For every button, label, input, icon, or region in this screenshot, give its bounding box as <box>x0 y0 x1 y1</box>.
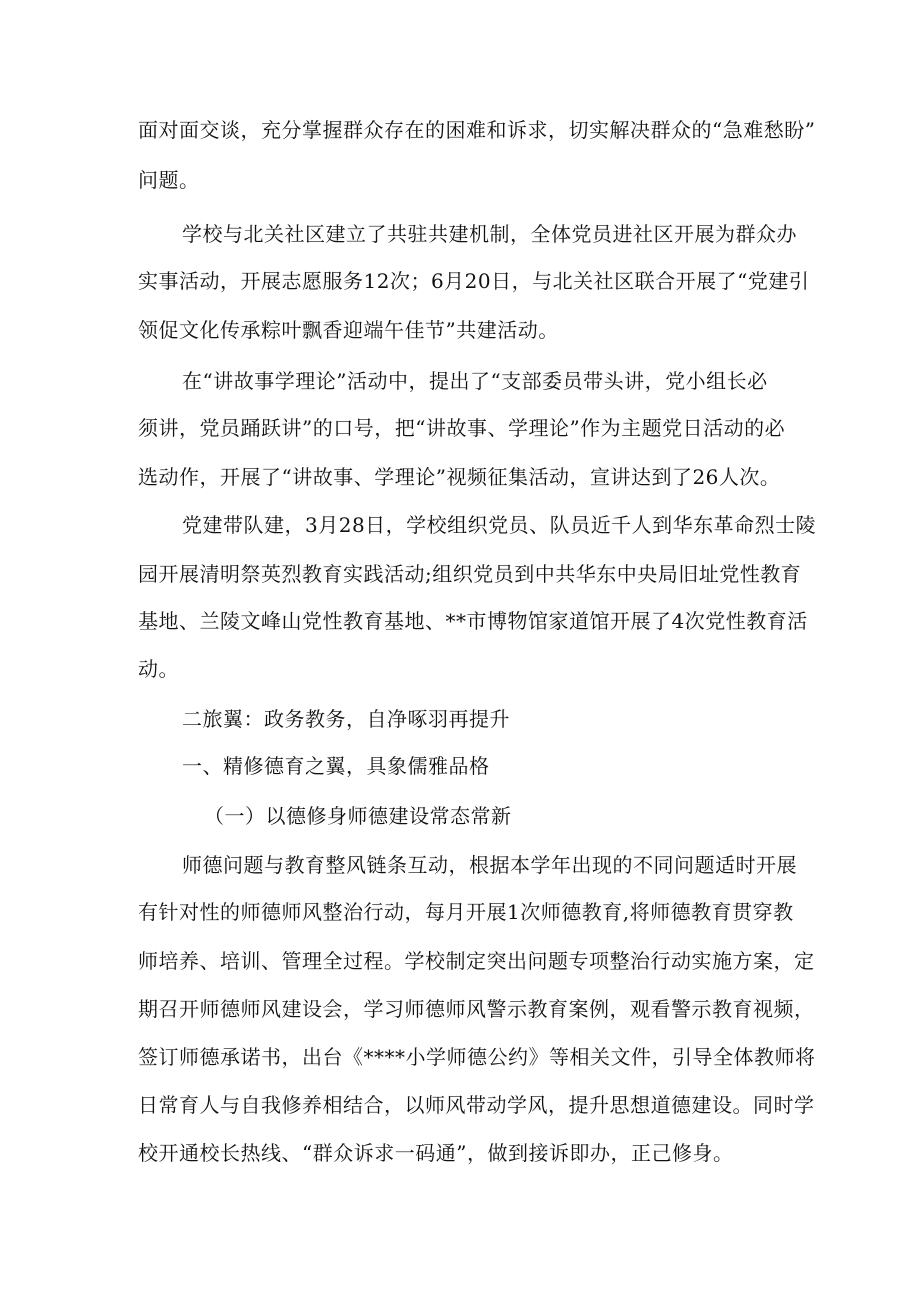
text-line: 领促文化传承粽叶飘香迎端午佳节”共建活动。 <box>138 318 559 342</box>
text-line: 期召开师德师风建设会，学习师德师风警示教育案例，观看警示教育视频， <box>138 997 815 1021</box>
section-heading: 二旅翼：政务教务，自净啄羽再提升 <box>182 707 510 731</box>
text-line: 选动作，开展了“讲故事、学理论”视频征集活动，宣讲达到了26人次。 <box>138 465 781 489</box>
text-line: 须讲，党员踊跃讲”的口号，把“讲故事、学理论”作为主题党日活动的必 <box>138 416 786 440</box>
text-line: 基地、兰陵文峰山党性教育基地、**市博物馆家道馆开展了4次党性教育活 <box>138 609 808 633</box>
paragraph-start-line: 学校与北关社区建立了共驻共建机制，全体党员进社区开展为群众办 <box>182 222 797 246</box>
text-line: 有针对性的师德师风整治行动，每月开展1次师德教育,将师德教育贯穿教 <box>138 900 794 924</box>
text-line: 签订师德承诺书，出台《****小学师德公约》等相关文件，引导全体教师将 <box>138 1045 816 1069</box>
paragraph-start-line: 师德问题与教育整风链条互动，根据本学年出现的不同问题适时开展 <box>182 853 797 877</box>
text-line: 师培养、培训、管理全过程。学校制定突出问题专项整治行动实施方案，定 <box>138 949 815 973</box>
text-line: 问题。 <box>138 168 200 192</box>
text-line: 动。 <box>138 657 179 681</box>
text-line: 日常育人与自我修养相结合，以师风带动学风，提升思想道德建设。同时学 <box>138 1093 815 1117</box>
text-line: 园开展清明祭英烈教育实践活动;组织党员到中共华东中央局旧址党性教育 <box>138 562 802 586</box>
paragraph-start-line: 党建带队建，3月28日，学校组织党员、队员近千人到华东革命烈士陵 <box>182 513 817 537</box>
text-line: 校开通校长热线、“群众诉求一码通”，做到接诉即办，正己修身。 <box>138 1141 734 1165</box>
text-line: 面对面交谈，充分掌握群众存在的困难和诉求，切实解决群众的“急难愁盼” <box>138 118 816 142</box>
text-line: 实事活动，开展志愿服务12次；6月20日，与北关社区联合开展了“党建引 <box>138 269 810 293</box>
subsection-heading: （一）以德修身师德建设常态常新 <box>204 804 512 828</box>
section-heading: 一、精修德育之翼，具象儒雅品格 <box>182 754 490 778</box>
paragraph-start-line: 在“讲故事学理论”活动中，提出了“支部委员带头讲，党小组长必 <box>182 369 768 393</box>
